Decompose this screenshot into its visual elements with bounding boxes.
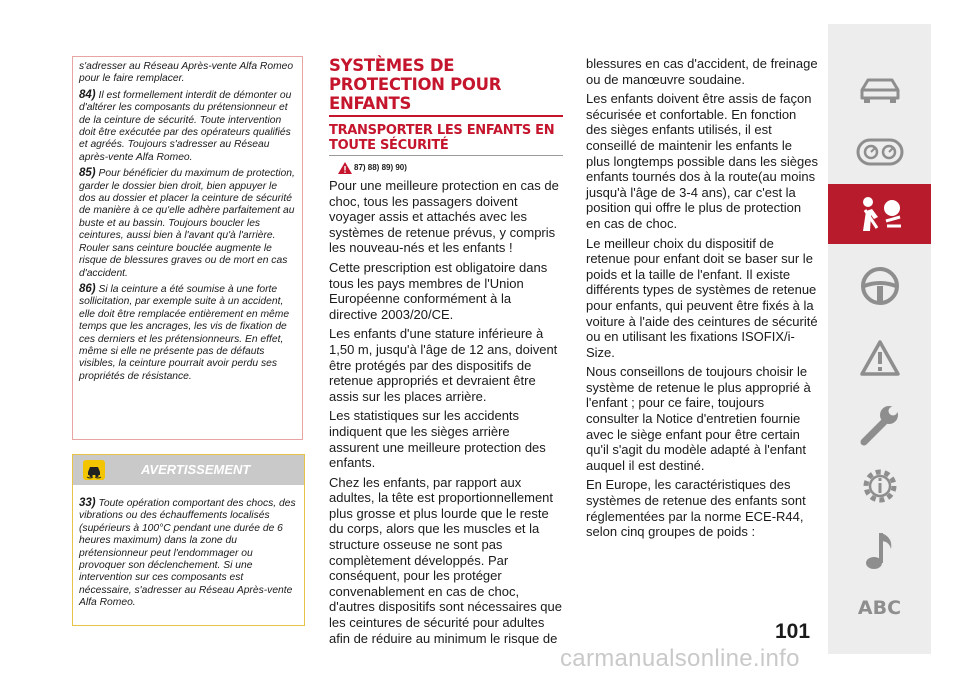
paragraph: Pour une meilleure protection en cas de choc, tous les passagers doivent voyager assis et attachés avec les systèmes de retenue prévus, y compris les nouveau-nés et les enfants ! xyxy=(329,178,559,256)
subtitle-underline xyxy=(329,155,563,156)
note-86 xyxy=(79,283,296,383)
note-33 xyxy=(79,497,298,610)
note-number: 33) xyxy=(79,497,96,509)
note-intro: s'adresser au Réseau Après-vente Alfa Romeo pour le faire remplacer. xyxy=(79,61,294,85)
car-skid-warning-icon xyxy=(83,460,105,480)
section-title: SYSTÈMES DE PROTECTION POUR ENFANTS xyxy=(329,56,502,113)
warning-header xyxy=(73,455,304,485)
warning-references xyxy=(329,162,563,178)
wrench-icon[interactable] xyxy=(828,394,931,454)
car-icon[interactable] xyxy=(828,60,931,120)
paragraph: Les enfants d'une stature inférieure à 1,50 m, jusqu'à l'âge de 12 ans, doivent être protégés par des dispositifs de retenue appropriés et devraient être assis sur les places arrière. xyxy=(329,326,558,404)
music-note-icon[interactable] xyxy=(828,520,931,580)
paragraph: Le meilleur choix du dispositif de retenue pour enfant doit se baser sur le poids et la taille de l'enfant. Il existe différents types de systèmes de retenue pour enfants, qui peuvent être fixés à la voiture à l'aide des ceintures de sécurité ou en utilisant les fixations ISOFIX/i-Size. xyxy=(586,235,818,360)
note-text: Toute opération comportant des chocs, des vibrations ou des échauffements localisés (supérieurs à 100°C pendant une durée de 6 heures maximum) dans la zone du prétensionneur peut l'endommager ou provoquer son déclenchement. Si une intervention sur ces composants est nécessaire, s'adresser au Réseau Après-vente Alfa Romeo. xyxy=(79,498,296,609)
abc-index[interactable] xyxy=(828,578,931,638)
note-number: 85) xyxy=(79,167,96,180)
paragraph: Nous conseillons de toujours choisir le système de retenue le plus approprié à l'enfant ; pour ce faire, toujours consulter la Notice d'entretien fournie avec le siège enfant pour être certain qu'il s'agit du modèle adapté à l'enfant auquel il est destiné. xyxy=(586,364,811,473)
warning-title: AVERTISSEMENT xyxy=(141,462,251,477)
settings-gear-icon[interactable] xyxy=(828,456,931,516)
note-number: 84) xyxy=(79,88,96,101)
note-text: Si la ceinture a été soumise à une forte sollicitation, par exemple suite à un accident, elle doit être remplacée entièrement en même temps que les ancrages, les vis de fixation de ces derniers et les prétensionneurs. En effet, même si elle ne présente pas de défauts visibles, la ceinture pourrait avoir perdu ses propriétés de résistance. xyxy=(79,283,290,382)
watermark: carmanualsonline.info xyxy=(560,645,800,672)
note-text: Il est formellement interdit de démonter ou d'altérer les composants du prétensionneur et de la ceinture de sécurité. Toute intervention doit être exécutée par des opérateurs qualifiés et agréés. Toujours s'adresser au Réseau après-vente Alfa Romeo. xyxy=(79,89,292,163)
warning-box xyxy=(72,454,305,626)
middle-column xyxy=(329,56,563,650)
paragraph: blessures en cas d'accident, de freinage ou de manœuvre soudaine. xyxy=(586,56,818,87)
steering-wheel-icon[interactable] xyxy=(828,256,931,316)
paragraph: Les statistiques sur les accidents indiquent que les sièges arrière assurent une meilleure protection des enfants. xyxy=(329,408,546,471)
safety-notes-box xyxy=(72,56,303,440)
abc-label: ABC xyxy=(857,597,902,619)
reference-numbers: 87) 88) 89) 90) xyxy=(354,163,407,172)
title-underline xyxy=(329,115,563,117)
dashboard-gauges-icon[interactable] xyxy=(828,122,931,182)
warning-triangle-icon[interactable] xyxy=(828,328,931,388)
right-column xyxy=(586,56,818,544)
chapter-sidebar xyxy=(828,24,931,654)
paragraph: En Europe, les caractéristiques des systèmes de retenue des enfants sont réglementées par la norme ECE-R44, selon cinq groupes de poids : xyxy=(586,477,806,540)
note-number: 86) xyxy=(79,282,96,295)
note-85 xyxy=(79,167,296,280)
warning-triangle-icon xyxy=(338,162,352,174)
note-text: Pour bénéficier du maximum de protection, garder le dossier bien droit, bien appuyer le dos au dossier et placer la ceinture de sécurité de manière à ce qu'elle adhère parfaitement au buste et au bassin. Toujours boucler les ceintures, aussi bien à l'avant qu'à l'arrière. Rouler sans ceinture bouclée augmente le risque de blessures graves ou de mort en cas d'accident. xyxy=(79,168,295,279)
note-84 xyxy=(79,89,296,164)
subsection-title: TRANSPORTER LES ENFANTS EN TOUTE SÉCURITÉ xyxy=(329,123,555,153)
paragraph: Cette prescription est obligatoire dans tous les pays membres de l'Union Européenne conformément à la directive 2003/20/CE. xyxy=(329,259,548,322)
paragraph: Chez les enfants, par rapport aux adultes, la tête est proportionnellement plus grosse et plus lourde que le reste du corps, alors que les muscles et la structure osseuse ne sont pas complètement développés. Par conséquent, pour les protéger convenablement en cas de choc, d'autres dispositifs sont nécessaires que les ceintures de sécurité pour adultes afin de réduire au minimum le risque de xyxy=(329,474,562,646)
airbag-seatbelt-icon[interactable] xyxy=(828,184,931,244)
paragraph: Les enfants doivent être assis de façon sécurisée et confortable. En fonction des sièges enfants utilisés, il est conseillé de maintenir les enfants le plus longtemps possible dans les sièges enfants tournés dos à la route(au moins jusqu'à l'âge de 3-4 ans), car c'est la position qui offre le plus de protection en cas de choc. xyxy=(586,91,818,231)
page-number: 101 xyxy=(775,620,811,643)
